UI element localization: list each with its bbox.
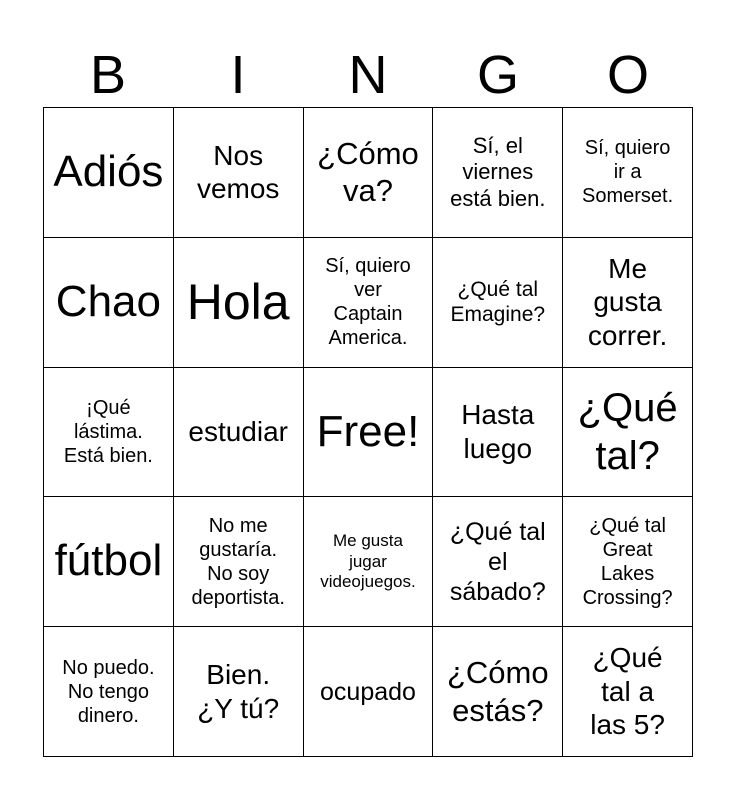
cell-text: Me gusta jugar videojuegos.	[320, 531, 416, 591]
header-letter-i: I	[230, 45, 246, 105]
cell-text: Me gusta correr.	[587, 252, 668, 351]
cell-text: Nos vemos	[196, 139, 280, 205]
cell-text: Hasta luego	[461, 399, 535, 464]
header-letter-g: G	[476, 45, 519, 105]
bingo-cell[interactable]	[563, 368, 693, 498]
bingo-cell[interactable]	[174, 497, 304, 627]
bingo-cell[interactable]	[304, 238, 434, 368]
bingo-cell[interactable]	[563, 108, 693, 238]
bingo-cell[interactable]	[563, 238, 693, 368]
bingo-cell[interactable]	[433, 627, 563, 757]
bingo-cell[interactable]	[174, 627, 304, 757]
cell-text: Sí, quiero ir a Somerset.	[582, 137, 674, 208]
cell-text: ¿Qué tal Great Lakes Crossing?	[582, 514, 673, 609]
bingo-cell[interactable]	[563, 627, 693, 757]
cell-text: ¡Qué lástima. Está bien.	[63, 396, 153, 467]
cell-text: ¿Qué tal a las 5?	[590, 642, 665, 741]
cell-text: Adiós	[53, 147, 164, 196]
bingo-cell[interactable]	[44, 108, 174, 238]
cell-text: Sí, el viernes está bien.	[450, 132, 546, 211]
cell-text: ¿Qué tal el sábado?	[449, 517, 546, 606]
bingo-cell[interactable]	[304, 108, 434, 238]
bingo-cell[interactable]	[433, 497, 563, 627]
bingo-cell[interactable]	[433, 368, 563, 498]
cell-text: ¿Cómo estás?	[446, 655, 549, 728]
header-letter-b: B	[89, 45, 127, 105]
bingo-cell[interactable]	[44, 627, 174, 757]
bingo-cell[interactable]	[44, 238, 174, 368]
cell-text: ¿Qué tal Emagine?	[450, 278, 546, 327]
bingo-cell free-space[interactable]	[304, 368, 434, 498]
bingo-cell[interactable]	[433, 238, 563, 368]
bingo-cell[interactable]	[304, 627, 434, 757]
cell-text: ¿Qué tal?	[577, 385, 678, 478]
cell-text: fútbol	[54, 536, 163, 586]
bingo-card-grid	[43, 107, 693, 757]
cell-text: Bien. ¿Y tú?	[197, 659, 280, 724]
header-letter-n: N	[348, 45, 388, 105]
bingo-cell[interactable]	[174, 368, 304, 498]
cell-text: ocupado	[320, 677, 416, 706]
bingo-cell[interactable]	[433, 108, 563, 238]
bingo-cell[interactable]	[563, 497, 693, 627]
bingo-cell[interactable]	[174, 108, 304, 238]
cell-text: Sí, quiero ver Captain America.	[325, 255, 411, 350]
free-space-text: Free!	[316, 406, 420, 456]
cell-text: Chao	[55, 276, 161, 326]
header-letter-o: O	[606, 45, 649, 105]
cell-text: No puedo. No tengo dinero.	[62, 656, 155, 727]
bingo-cell[interactable]	[44, 497, 174, 627]
bingo-cell[interactable]	[174, 238, 304, 368]
cell-text: Hola	[186, 274, 290, 331]
bingo-header	[43, 44, 693, 106]
cell-text: ¿Cómo va?	[317, 136, 419, 209]
bingo-cell[interactable]	[304, 497, 434, 627]
cell-text: estudiar	[188, 416, 288, 448]
bingo-cell[interactable]	[44, 368, 174, 498]
cell-text: No me gustaría. No soy deportista.	[191, 514, 285, 609]
